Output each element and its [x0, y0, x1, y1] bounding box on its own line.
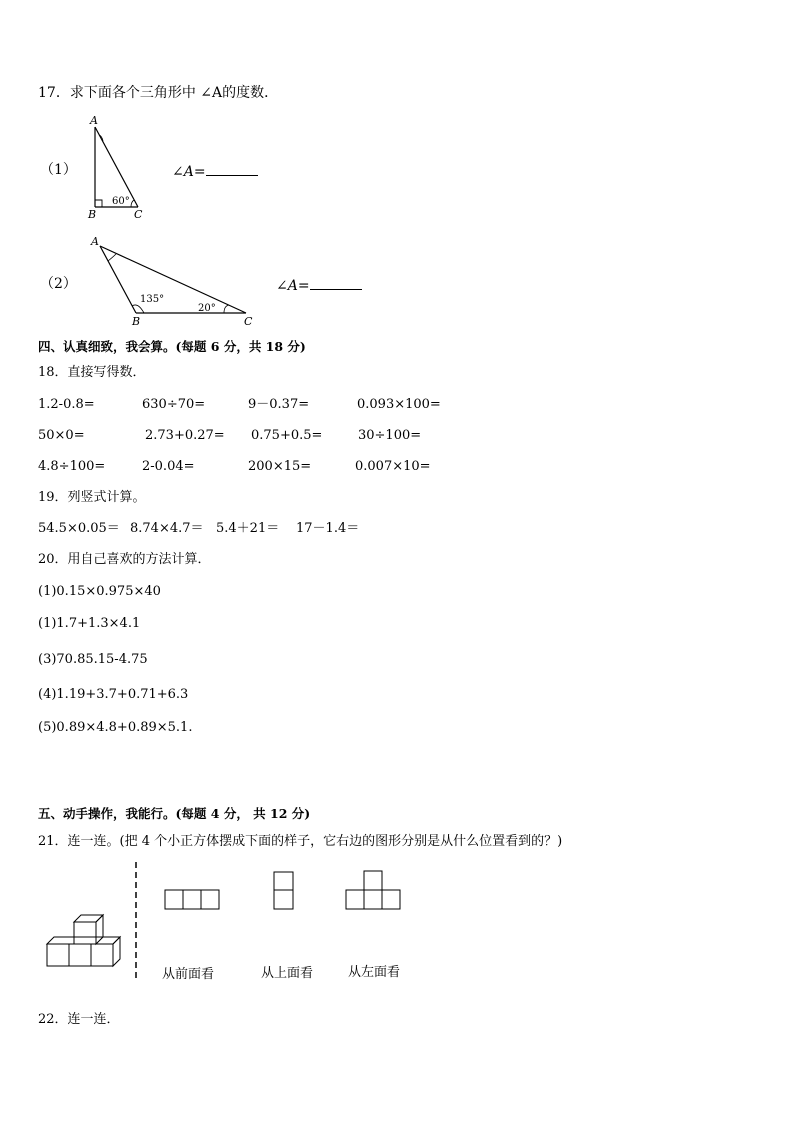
- bottom-cube-1: [47, 944, 69, 966]
- vertex-b-label: B: [88, 208, 97, 221]
- triangle-2-side-ab: [100, 246, 136, 313]
- q18-r2c4: 30÷100=: [358, 428, 422, 443]
- q18-r1c1: 1.2-0.8=: [38, 397, 95, 412]
- view-label-front: 从前面看: [162, 967, 215, 982]
- q17-part1-answer: [172, 162, 258, 181]
- angle-b-value: 135°: [140, 294, 165, 305]
- vertex-c-label: C: [134, 208, 143, 221]
- q19-item-2: 8.74×4.7＝: [130, 521, 204, 536]
- bottom-row-side-face: [113, 937, 120, 966]
- vertex-a-label: A: [91, 235, 99, 248]
- q18-r3c2: 2-0.04=: [142, 459, 195, 474]
- triangle-1-figure: [82, 112, 152, 222]
- q21-title: 21．连一连。(把 4 个小正方体摆成下面的样子，它右边的图形分别是从什么位置看到的？): [38, 834, 563, 849]
- q18-r3c3: 200×15=: [248, 459, 312, 474]
- front-view-figure: [164, 888, 222, 912]
- top-view-figure: [272, 870, 296, 912]
- view-label-left: 从左面看: [348, 965, 401, 980]
- q19-title: 19．列竖式计算。: [38, 490, 146, 505]
- section-5-heading: 五、动手操作，我能行。(每题 4 分， 共 12 分): [38, 806, 311, 821]
- top-cube-top-face: [74, 915, 103, 922]
- triangle-2-figure: [86, 234, 260, 330]
- angle-c-arc: [224, 305, 229, 313]
- q18-r1c4: 0.093×100=: [357, 397, 441, 412]
- q19-item-3: 5.4＋21＝: [216, 521, 280, 536]
- q17-part2-label: （2）: [40, 276, 77, 292]
- q18-r1c2: 630÷70=: [142, 397, 206, 412]
- angle-c-value: 60°: [112, 196, 130, 207]
- q18-r2c2: 2.73+0.27=: [145, 428, 225, 443]
- q17-part1-label: （1）: [40, 162, 77, 178]
- q18-r3c4: 0.007×10=: [355, 459, 431, 474]
- answer-blank-1[interactable]: [206, 162, 258, 176]
- bottom-row-top-face: [47, 937, 120, 944]
- triangle-1-side-ac: [95, 127, 138, 207]
- bottom-cube-3: [91, 944, 113, 966]
- q18-r2c1: 50×0=: [38, 428, 85, 443]
- q17-part2-answer: [276, 276, 362, 295]
- q22-title: 22．连一连．: [38, 1012, 120, 1027]
- view-label-top: 从上面看: [261, 966, 314, 981]
- q18-r3c1: 4.8÷100=: [38, 459, 106, 474]
- q19-item-4: 17－1.4＝: [296, 521, 360, 536]
- angle-c-value: 20°: [198, 303, 216, 314]
- q18-title: 18．直接写得数．: [38, 365, 146, 380]
- right-angle-mark: [95, 200, 102, 207]
- bottom-cube-2: [69, 944, 91, 966]
- left-view-figure: [344, 869, 404, 913]
- q20-item-2: (1)1.7+1.3×4.1: [38, 616, 141, 631]
- top-cube-side-face: [96, 915, 103, 944]
- answer-blank-2[interactable]: [310, 276, 362, 290]
- q19-item-1: 54.5×0.05＝: [38, 521, 120, 536]
- vertex-a-label: A: [90, 114, 98, 127]
- dashed-divider: [134, 862, 138, 982]
- section-4-heading: 四、认真细致，我会算。(每题 6 分，共 18 分): [38, 339, 306, 354]
- answer-label: ∠A=: [172, 164, 206, 180]
- vertex-c-label: C: [244, 315, 253, 328]
- angle-a-arc: [108, 254, 116, 261]
- q20-item-1: (1)0.15×0.975×40: [38, 584, 161, 599]
- top-cube-front-face: [74, 922, 96, 944]
- q18-r1c3: 9－0.37=: [248, 397, 310, 412]
- q20-title: 20．用自己喜欢的方法计算．: [38, 552, 211, 567]
- q18-r2c3: 0.75+0.5=: [251, 428, 323, 443]
- answer-label: ∠A=: [276, 278, 310, 294]
- cube-arrangement-figure: [44, 904, 126, 970]
- vertex-b-label: B: [132, 315, 141, 328]
- angle-c-arc: [131, 200, 134, 207]
- q20-item-5: (5)0.89×4.8+0.89×5.1.: [38, 720, 193, 735]
- q20-item-3: (3)70.85.15-4.75: [38, 652, 148, 667]
- q20-item-4: (4)1.19+3.7+0.71+6.3: [38, 687, 189, 702]
- q17-title: 17．求下面各个三角形中 ∠A的度数．: [38, 85, 279, 101]
- triangle-2-side-ac: [100, 246, 246, 313]
